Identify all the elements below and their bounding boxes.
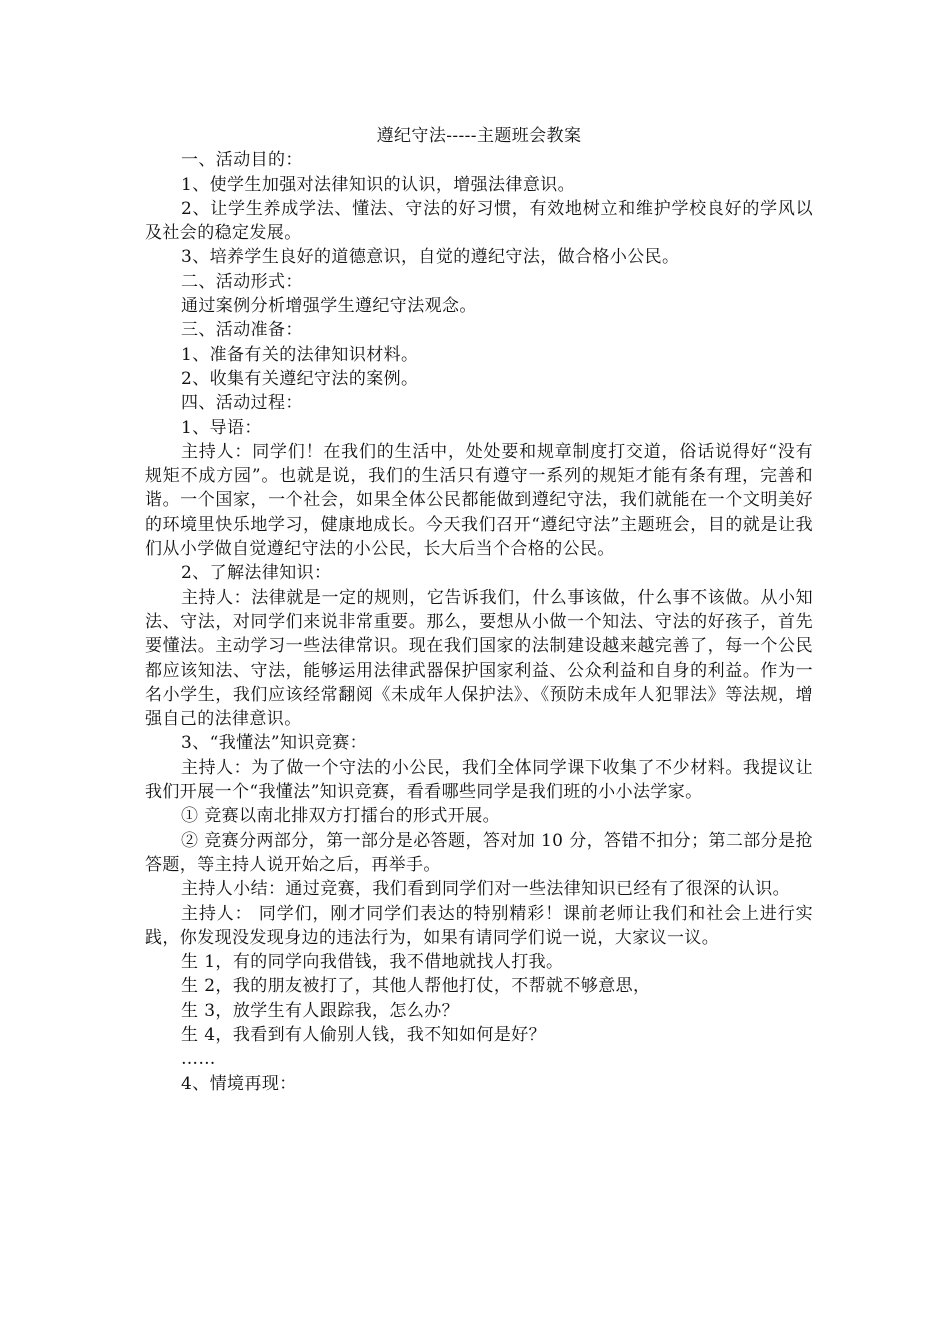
purpose-item-3: 3、培养学生良好的道德意识，自觉的遵纪守法，做合格小公民。 [181,247,680,268]
section-heading-purpose: 一、活动目的： [181,150,303,171]
ellipsis: …… [181,1049,216,1070]
preparation-item-1: 1、准备有关的法律知识材料。 [181,344,419,365]
section-heading-process: 四、活动过程： [181,393,303,414]
host-summary: 主持人小结：通过竞赛，我们看到同学们对一些法律知识已经有了很深的认识。 [181,879,790,900]
preparation-item-2: 2、收集有关遵纪守法的案例。 [181,368,419,389]
purpose-item-1: 1、使学生加强对法律知识的认识，增强法律意识。 [181,174,576,195]
process-step-2-heading: 2、了解法律知识： [181,563,332,584]
process-step-4-heading: 4、情境再现： [181,1073,297,1094]
student-remark-2: 生 2，我的朋友被打了，其他人帮他打仗，不帮就不够意思， [181,976,651,997]
process-step-3-heading: 3、“我懂法”知识竞赛： [181,733,367,754]
section-heading-form: 二、活动形式： [181,271,303,292]
contest-rule-2: ② 竞赛分两部分，第一部分是必答题，答对加 10 分，答错不扣分；第二部分是抢答题，等主持人说开始之后，再举手。 [145,830,813,875]
process-step-3-text: 主持人：为了做一个守法的小公民，我们全体同学课下收集了不少材料。我提议让我们开展一个“我懂法”知识竞赛，看看哪些同学是我们班的小小法学家。 [145,757,813,803]
section-heading-preparation: 三、活动准备： [181,320,303,341]
purpose-item-2: 2、让学生养成学法、懂法、守法的好习惯，有效地树立和维护学校良好的学风以及社会的稳定发展。 [145,198,813,244]
host-prompt: 主持人： 同学们，刚才同学们表达的特别精彩！课前老师让我们和社会上进行实践，你发现没发现身边的违法行为，如果有请同学们说一说，大家议一议。 [145,903,813,948]
process-step-1-heading: 1、导语： [181,417,262,438]
student-remark-4: 生 4，我看到有人偷别人钱，我不知如何是好？ [181,1024,547,1045]
document-title: 遵纪守法-----主题班会教案 [376,126,582,146]
process-step-2-text: 主持人：法律就是一定的规则，它告诉我们，什么事该做，什么事不该做。从小知法、守法，对同学们来说非常重要。那么，要想从小做一个知法、守法的好孩子，首先要懂法。主动学习一些法律常识。现在我们国家的法制建设越来越完善了，每一个公民都应该知法、守法，能够运用法律武器保护国家利益、公众利益和自身的利益。作为一名小学生，我们应该经常翻阅《未成年人保护法》、《预防未成年人犯罪法》等法规，增强自己的法律意识。 [145,587,813,730]
contest-rule-1: ① 竞赛以南北排双方打擂台的形式开展。 [181,806,501,827]
process-step-1-text: 主持人：同学们！在我们的生活中，处处要和规章制度打交道，俗话说得好“没有规矩不成方园”。也就是说，我们的生活只有遵守一系列的规矩才能有条有理，完善和谐。一个国家，一个社会，如果全体公民都能做到遵纪守法，我们就能在一个文明美好的环境里快乐地学习，健康地成长。今天我们召开“遵纪守法”主题班会，目的就是让我们从小学做自觉遵纪守法的小公民，长大后当个合格的公民。 [145,441,813,560]
student-remark-3: 生 3，放学生有人跟踪我，怎么办？ [181,1000,460,1021]
student-remark-1: 生 1，有的同学向我借钱，我不借地就找人打我。 [181,952,564,973]
form-text: 通过案例分析增强学生遵纪守法观念。 [181,296,477,317]
document-body [145,124,813,1096]
